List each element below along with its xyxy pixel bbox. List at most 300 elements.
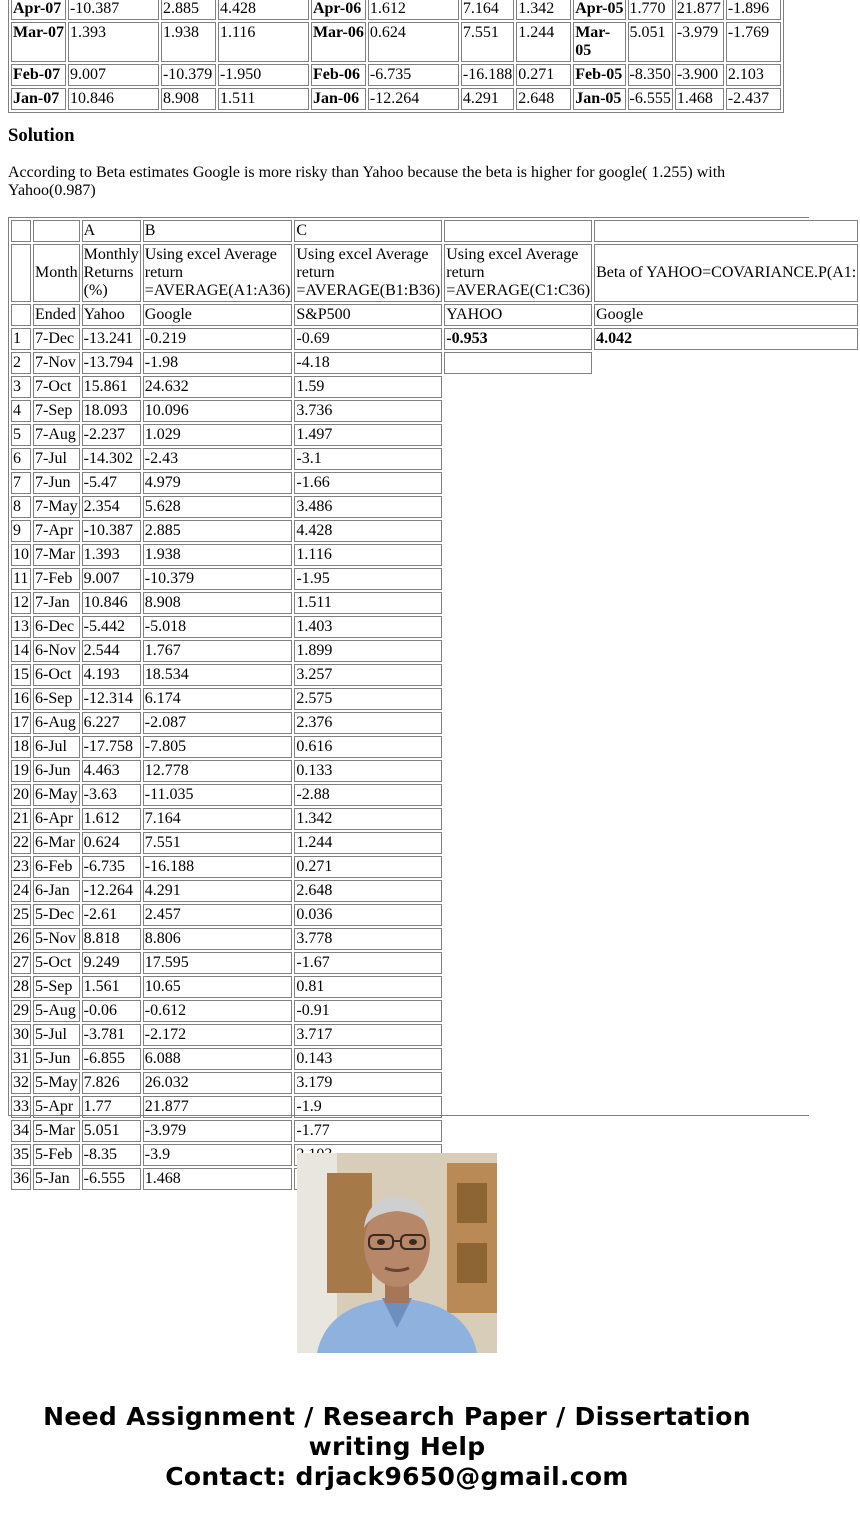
row-number-cell: 12	[11, 592, 31, 614]
month-cell: 7-Dec	[33, 328, 80, 350]
month-cell: 7-Feb	[33, 568, 80, 590]
google-return-cell: -3.979	[143, 1120, 293, 1142]
value-cell: 10.846	[68, 88, 159, 110]
sp500-return-cell: -2.88	[294, 784, 442, 806]
value-cell: -10.379	[161, 64, 216, 86]
value-cell: -3.979	[675, 22, 724, 62]
month-cell: 7-Aug	[33, 424, 80, 446]
sp500-return-cell: -1.66	[294, 472, 442, 494]
yahoo-return-cell: -12.314	[82, 688, 141, 710]
value-cell: 1.511	[218, 88, 309, 110]
sp500-return-cell: 1.403	[294, 616, 442, 638]
google-return-cell: -2.43	[143, 448, 293, 470]
yahoo-return-cell: -5.47	[82, 472, 141, 494]
google-return-cell: -16.188	[143, 856, 293, 878]
value-cell: 1.770	[628, 0, 673, 20]
month-cell: 6-May	[33, 784, 80, 806]
google-return-cell: 4.291	[143, 880, 293, 902]
yahoo-return-cell: -10.387	[82, 520, 141, 542]
value-cell: 1.244	[516, 22, 571, 62]
row-number-cell: 6	[11, 448, 31, 470]
google-return-cell: 5.628	[143, 496, 293, 518]
month-cell: 6-Sep	[33, 688, 80, 710]
sp500-return-cell: 0.133	[294, 760, 442, 782]
table-row	[11, 520, 858, 542]
month-cell: 5-Oct	[33, 952, 80, 974]
row-number-cell: 19	[11, 760, 31, 782]
google-return-cell: 6.088	[143, 1048, 293, 1070]
value-cell: -3.900	[675, 64, 724, 86]
google-return-cell: -2.172	[143, 1024, 293, 1046]
google-return-cell: 17.595	[143, 952, 293, 974]
yahoo-return-cell: 8.818	[82, 928, 141, 950]
value-cell: 1.393	[68, 22, 159, 62]
sp500-return-cell: 3.778	[294, 928, 442, 950]
table-row	[11, 1096, 858, 1118]
row-number-cell: 14	[11, 640, 31, 662]
average-c-header: Using excel Average return =AVERAGE(C1:C36)	[444, 244, 592, 302]
table-row	[11, 808, 858, 830]
sp500-return-cell: 1.116	[294, 544, 442, 566]
yahoo-return-cell: -17.758	[82, 736, 141, 758]
month-cell: 5-Jan	[33, 1168, 80, 1190]
table-row	[11, 400, 858, 422]
table-row	[11, 640, 858, 662]
yahoo-return-cell: -12.264	[82, 880, 141, 902]
period-label-cell: Jan-07	[11, 88, 66, 110]
google-return-cell: -5.018	[143, 616, 293, 638]
yahoo-return-cell: -14.302	[82, 448, 141, 470]
row-number-cell: 29	[11, 1000, 31, 1022]
row-number-cell: 27	[11, 952, 31, 974]
row-number-cell: 9	[11, 520, 31, 542]
google-return-cell: -0.219	[143, 328, 293, 350]
yahoo-return-cell: -13.241	[82, 328, 141, 350]
yahoo-return-cell: 4.463	[82, 760, 141, 782]
google-return-cell: 2.457	[143, 904, 293, 926]
table-row	[11, 352, 858, 374]
month-cell: 6-Oct	[33, 664, 80, 686]
column-letter-a: A	[82, 220, 141, 242]
row-number-cell: 36	[11, 1168, 31, 1190]
month-cell: 5-Feb	[33, 1144, 80, 1166]
value-cell: 1.116	[218, 22, 309, 62]
column-letter-c: C	[294, 220, 442, 242]
value-cell: 5.051	[628, 22, 673, 62]
value-cell: 1.468	[675, 88, 724, 110]
top-data-table-frame	[8, 0, 784, 113]
yahoo-return-cell: 2.354	[82, 496, 141, 518]
yahoo-return-cell: 5.051	[82, 1120, 141, 1142]
sp500-return-cell: -3.1	[294, 448, 442, 470]
month-cell: 6-Mar	[33, 832, 80, 854]
value-cell: -1.769	[726, 22, 781, 62]
sp500-return-cell: 2.648	[294, 880, 442, 902]
main-table-frame	[8, 217, 857, 1187]
row-number-cell: 10	[11, 544, 31, 566]
month-cell: 5-Aug	[33, 1000, 80, 1022]
beta-header: Beta of YAHOO=COVARIANCE.P(A1:	[594, 244, 858, 302]
sp500-return-cell: 2.376	[294, 712, 442, 734]
value-cell: 8.908	[161, 88, 216, 110]
month-cell: 6-Aug	[33, 712, 80, 734]
month-cell: 7-Apr	[33, 520, 80, 542]
period-label-cell: Mar-07	[11, 22, 66, 62]
table-row	[11, 784, 858, 806]
month-cell: 7-May	[33, 496, 80, 518]
period-label-cell: Apr-07	[11, 0, 66, 20]
header-row	[11, 244, 858, 302]
period-label-cell: Jan-05	[573, 88, 625, 110]
period-label-cell: Feb-05	[573, 64, 625, 86]
google-return-cell: 1.767	[143, 640, 293, 662]
author-portrait-image	[297, 1153, 497, 1353]
table-row	[11, 544, 858, 566]
google-return-cell: -7.805	[143, 736, 293, 758]
yahoo-return-cell: 4.193	[82, 664, 141, 686]
yahoo-return-cell: -6.555	[82, 1168, 141, 1190]
value-cell: 1.938	[161, 22, 216, 62]
month-cell: 7-Jul	[33, 448, 80, 470]
row-number-cell: 8	[11, 496, 31, 518]
row-number-cell: 7	[11, 472, 31, 494]
value-cell: -10.387	[68, 0, 159, 20]
row-number-cell: 13	[11, 616, 31, 638]
row-number-cell: 25	[11, 904, 31, 926]
google-return-cell: 21.877	[143, 1096, 293, 1118]
table-row	[11, 664, 858, 686]
column-letter-row	[11, 220, 858, 242]
yahoo-return-cell: -13.794	[82, 352, 141, 374]
sp500-return-cell: 4.428	[294, 520, 442, 542]
table-row	[11, 736, 858, 758]
blank-cell	[11, 304, 31, 326]
value-cell: 7.164	[461, 0, 514, 20]
month-cell: 6-Jan	[33, 880, 80, 902]
google-return-cell: 1.468	[143, 1168, 293, 1190]
yahoo-return-cell: -2.61	[82, 904, 141, 926]
month-cell: 5-Nov	[33, 928, 80, 950]
yahoo-return-cell: -2.237	[82, 424, 141, 446]
google-return-cell: 18.534	[143, 664, 293, 686]
help-banner	[0, 1402, 794, 1492]
sp500-return-cell: -0.69	[294, 328, 442, 350]
table-row	[11, 448, 858, 470]
sp500-return-cell: 0.81	[294, 976, 442, 998]
google-return-cell: 24.632	[143, 376, 293, 398]
row-number-cell: 23	[11, 856, 31, 878]
period-label-cell: Apr-06	[311, 0, 366, 20]
month-cell: 5-Mar	[33, 1120, 80, 1142]
returns-table	[9, 218, 860, 1192]
row-number-cell: 1	[11, 328, 31, 350]
sp500-return-cell: 2.575	[294, 688, 442, 710]
google-label: Google	[143, 304, 293, 326]
sp500-return-cell: 3.257	[294, 664, 442, 686]
table-row	[11, 424, 858, 446]
month-cell: 5-Jun	[33, 1048, 80, 1070]
table-row	[11, 592, 858, 614]
row-number-cell: 18	[11, 736, 31, 758]
value-cell: 9.007	[68, 64, 159, 86]
value-cell: -12.264	[368, 88, 459, 110]
month-cell: 7-Jun	[33, 472, 80, 494]
row-number-cell: 16	[11, 688, 31, 710]
yahoo-return-cell: 0.624	[82, 832, 141, 854]
google-return-cell: 10.096	[143, 400, 293, 422]
google-return-cell: 2.885	[143, 520, 293, 542]
sp500-return-cell: 0.036	[294, 904, 442, 926]
row-number-cell: 31	[11, 1048, 31, 1070]
yahoo-label: Yahoo	[82, 304, 141, 326]
average-a-header: Using excel Average return =AVERAGE(A1:A36)	[143, 244, 293, 302]
google-return-cell: 7.551	[143, 832, 293, 854]
value-cell: 4.291	[461, 88, 514, 110]
row-number-cell: 15	[11, 664, 31, 686]
table-row	[11, 376, 858, 398]
table-row	[11, 880, 858, 902]
yahoo-return-cell: 1.612	[82, 808, 141, 830]
yahoo-return-cell: -3.781	[82, 1024, 141, 1046]
table-row	[11, 712, 858, 734]
value-cell: 0.624	[368, 22, 459, 62]
row-number-cell: 22	[11, 832, 31, 854]
month-cell: 5-May	[33, 1072, 80, 1094]
month-cell: 6-Dec	[33, 616, 80, 638]
google-return-cell: 10.65	[143, 976, 293, 998]
sp500-label: S&P500	[294, 304, 442, 326]
yahoo-return-cell: -5.442	[82, 616, 141, 638]
value-cell: 0.271	[516, 64, 571, 86]
table-row	[11, 760, 858, 782]
row-number-cell: 28	[11, 976, 31, 998]
top-table-row	[11, 0, 781, 20]
sp500-return-cell: -1.9	[294, 1096, 442, 1118]
table-row	[11, 952, 858, 974]
period-label-cell: Mar-05	[573, 22, 625, 62]
table-row	[11, 904, 858, 926]
google-return-cell: 1.938	[143, 544, 293, 566]
period-label-cell: Jan-06	[311, 88, 366, 110]
yahoo-return-cell: -0.06	[82, 1000, 141, 1022]
yahoo-return-cell: -6.735	[82, 856, 141, 878]
period-label-cell: Feb-06	[311, 64, 366, 86]
row-number-cell: 30	[11, 1024, 31, 1046]
sp500-return-cell: 1.244	[294, 832, 442, 854]
table-row	[11, 496, 858, 518]
table-row	[11, 832, 858, 854]
month-header: Month	[33, 244, 80, 302]
value-cell: 1.342	[516, 0, 571, 20]
column-letter-b: B	[143, 220, 293, 242]
sp500-return-cell: 3.179	[294, 1072, 442, 1094]
sp500-return-cell: -1.67	[294, 952, 442, 974]
google-return-cell: 12.778	[143, 760, 293, 782]
row-number-cell: 17	[11, 712, 31, 734]
top-table-row	[11, 88, 781, 110]
sp500-return-cell: 3.736	[294, 400, 442, 422]
yahoo-return-cell: -3.63	[82, 784, 141, 806]
month-cell: 7-Nov	[33, 352, 80, 374]
value-cell: -8.350	[628, 64, 673, 86]
value-cell: -6.735	[368, 64, 459, 86]
value-cell: 2.648	[516, 88, 571, 110]
sp500-return-cell: 3.486	[294, 496, 442, 518]
yahoo-return-cell: 10.846	[82, 592, 141, 614]
value-cell: -1.950	[218, 64, 309, 86]
blank-cell	[33, 220, 80, 242]
blank-cell	[444, 220, 592, 242]
row-number-cell: 26	[11, 928, 31, 950]
table-row	[11, 1000, 858, 1022]
yahoo-return-cell: 2.544	[82, 640, 141, 662]
yahoo-return-cell: 1.561	[82, 976, 141, 998]
value-cell: -6.555	[628, 88, 673, 110]
sp500-return-cell: 1.497	[294, 424, 442, 446]
month-cell: 6-Apr	[33, 808, 80, 830]
yahoo-return-cell: 1.77	[82, 1096, 141, 1118]
yahoo-return-cell: -6.855	[82, 1048, 141, 1070]
google-result: 4.042	[594, 328, 858, 350]
sp500-return-cell: -1.95	[294, 568, 442, 590]
sp500-return-cell: 1.511	[294, 592, 442, 614]
yahoo-return-cell: 6.227	[82, 712, 141, 734]
google-beta-label: Google	[594, 304, 858, 326]
row-number-cell: 20	[11, 784, 31, 806]
month-cell: 7-Mar	[33, 544, 80, 566]
top-data-table	[9, 0, 783, 112]
period-label-cell: Apr-05	[573, 0, 625, 20]
table-row	[11, 328, 858, 350]
banner-line-1: Need Assignment / Research Paper / Dissertation	[43, 1402, 751, 1431]
google-return-cell: 7.164	[143, 808, 293, 830]
average-b-header: Using excel Average return =AVERAGE(B1:B36)	[294, 244, 442, 302]
google-return-cell: -11.035	[143, 784, 293, 806]
yahoo-return-cell: 15.861	[82, 376, 141, 398]
month-cell: 7-Jan	[33, 592, 80, 614]
value-cell: -1.896	[726, 0, 781, 20]
solution-text: According to Beta estimates Google is more risky than Yahoo because the beta is higher for google( 1.255) with Yahoo(0.987)	[8, 164, 726, 199]
table-row	[11, 1024, 858, 1046]
blank-cell	[11, 244, 31, 302]
month-cell: 5-Jul	[33, 1024, 80, 1046]
sp500-return-cell: 0.616	[294, 736, 442, 758]
monthly-returns-header: Monthly Returns (%)	[82, 244, 141, 302]
row-number-cell: 5	[11, 424, 31, 446]
value-cell: 2.885	[161, 0, 216, 20]
sp500-return-cell: 0.271	[294, 856, 442, 878]
top-table-row	[11, 64, 781, 86]
month-cell: 6-Jul	[33, 736, 80, 758]
table-row	[11, 1072, 858, 1094]
empty-result-cell	[444, 352, 592, 374]
row-number-cell: 35	[11, 1144, 31, 1166]
table-row	[11, 856, 858, 878]
google-return-cell: -3.9	[143, 1144, 293, 1166]
value-cell: 4.428	[218, 0, 309, 20]
sp500-return-cell: 0.143	[294, 1048, 442, 1070]
google-return-cell: 1.029	[143, 424, 293, 446]
yahoo-return-cell: 9.249	[82, 952, 141, 974]
month-cell: 6-Feb	[33, 856, 80, 878]
table-row	[11, 928, 858, 950]
month-cell: 5-Sep	[33, 976, 80, 998]
banner-line-2: writing Help	[308, 1432, 486, 1461]
sp500-return-cell: 3.717	[294, 1024, 442, 1046]
month-cell: 6-Jun	[33, 760, 80, 782]
yahoo-upper-label: YAHOO	[444, 304, 592, 326]
google-return-cell: 4.979	[143, 472, 293, 494]
google-return-cell: -0.612	[143, 1000, 293, 1022]
month-cell: 5-Dec	[33, 904, 80, 926]
row-number-cell: 21	[11, 808, 31, 830]
google-return-cell: 8.908	[143, 592, 293, 614]
month-cell: 7-Sep	[33, 400, 80, 422]
banner-contact-line[interactable]: Contact: drjack9650@gmail.com	[165, 1462, 629, 1491]
blank-cell	[594, 220, 858, 242]
table-row	[11, 1048, 858, 1070]
month-cell: 7-Oct	[33, 376, 80, 398]
sp500-return-cell: -1.77	[294, 1120, 442, 1142]
value-cell: -2.437	[726, 88, 781, 110]
sp500-return-cell: 1.59	[294, 376, 442, 398]
sp500-return-cell: -4.18	[294, 352, 442, 374]
sp500-return-cell: 1.899	[294, 640, 442, 662]
value-cell: 2.103	[726, 64, 781, 86]
author-avatar	[297, 1153, 497, 1353]
corner-cell	[11, 220, 31, 242]
subheader-row	[11, 304, 858, 326]
row-number-cell: 24	[11, 880, 31, 902]
yahoo-return-cell: 9.007	[82, 568, 141, 590]
yahoo-return-cell: 7.826	[82, 1072, 141, 1094]
google-return-cell: -2.087	[143, 712, 293, 734]
value-cell: -16.188	[461, 64, 514, 86]
google-return-cell: -1.98	[143, 352, 293, 374]
month-cell: 5-Apr	[33, 1096, 80, 1118]
sp500-return-cell: -0.91	[294, 1000, 442, 1022]
table-row	[11, 568, 858, 590]
solution-heading: Solution	[8, 125, 75, 146]
row-number-cell: 11	[11, 568, 31, 590]
row-number-cell: 4	[11, 400, 31, 422]
period-label-cell: Mar-06	[311, 22, 366, 62]
google-return-cell: -10.379	[143, 568, 293, 590]
value-cell: 7.551	[461, 22, 514, 62]
row-number-cell: 2	[11, 352, 31, 374]
yahoo-average-result: -0.953	[444, 328, 592, 350]
yahoo-return-cell: 18.093	[82, 400, 141, 422]
table-row	[11, 688, 858, 710]
period-label-cell: Feb-07	[11, 64, 66, 86]
value-cell: 21.877	[675, 0, 724, 20]
table-row	[11, 472, 858, 494]
row-number-cell: 3	[11, 376, 31, 398]
table-row	[11, 616, 858, 638]
value-cell: 1.612	[368, 0, 459, 20]
yahoo-return-cell: -8.35	[82, 1144, 141, 1166]
ended-label: Ended	[33, 304, 80, 326]
table-row	[11, 976, 858, 998]
sp500-return-cell: 1.342	[294, 808, 442, 830]
table-row	[11, 1120, 858, 1142]
row-number-cell: 34	[11, 1120, 31, 1142]
yahoo-return-cell: 1.393	[82, 544, 141, 566]
top-table-row	[11, 22, 781, 62]
google-return-cell: 26.032	[143, 1072, 293, 1094]
row-number-cell: 33	[11, 1096, 31, 1118]
month-cell: 6-Nov	[33, 640, 80, 662]
